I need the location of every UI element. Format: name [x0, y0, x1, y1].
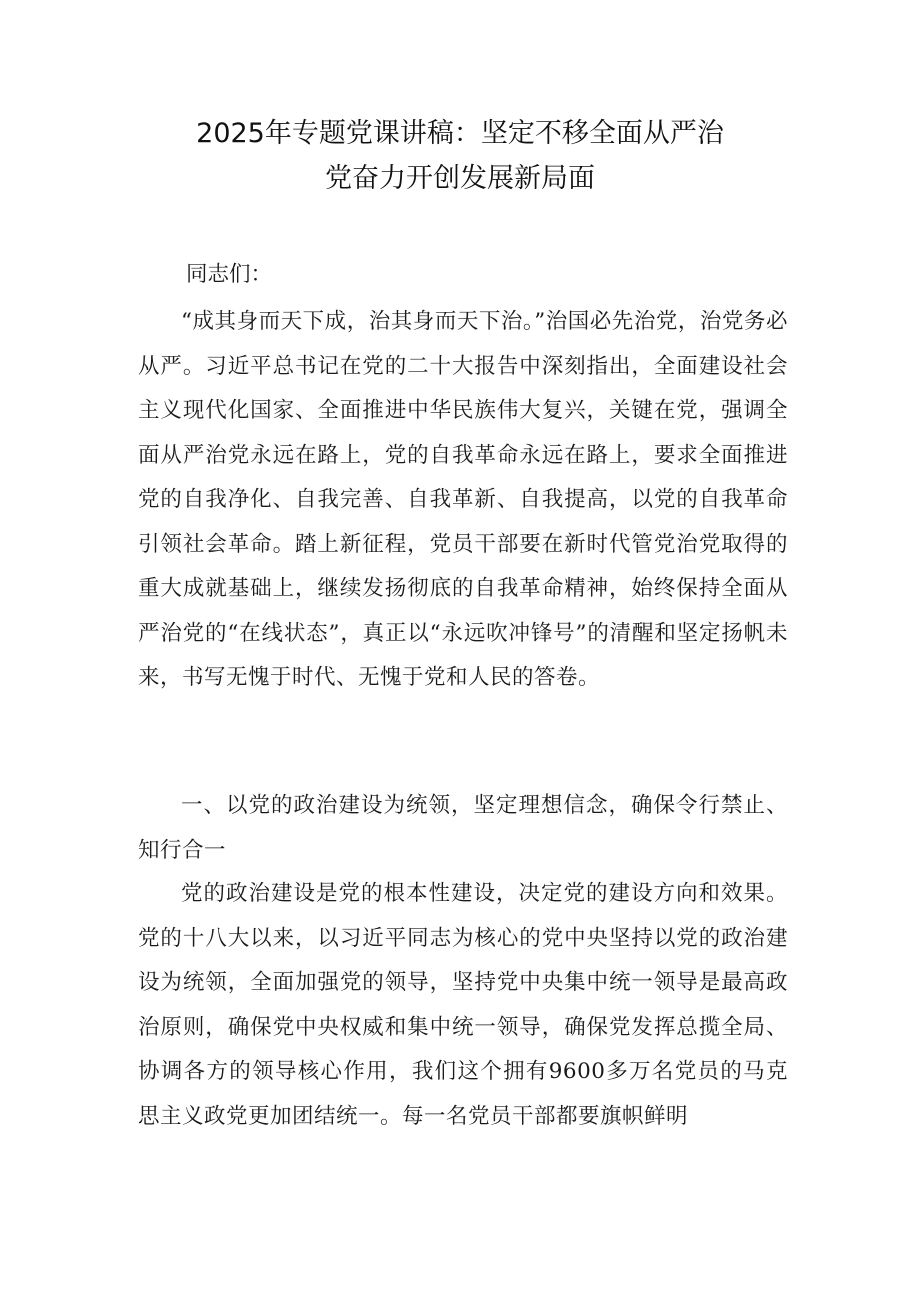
paragraph-intro: “成其身而天下成，治其身而天下治。”治国必先治党，治党务必从严。习近平总书记在党的二十大报告中深刻指出，全面建设社会主义现代化国家、全面推进中华民族伟大复兴，关键在党，强调全面从严治党永远在路上，党的自我革命永远在路上，要求全面推进党的自我净化、自我完善、自我革新、自我提高，以党的自我革命引领社会革命。踏上新征程，党员干部要在新时代管党治党取得的重大成就基础上，继续发扬彻底的自我革命精神，始终保持全面从严治党的“在线状态”，真正以“永远吹冲锋号”的清醒和坚定扬帆未来，书写无愧于时代、无愧于党和人民的答卷。 [138, 309, 788, 690]
document-title-line-1: 2025年专题党课讲稿：坚定不移全面从严治 [196, 118, 724, 149]
section-heading-1: 一、以党的政治建设为统领，坚定理想信念，确保令行禁止、知行合一 [138, 793, 788, 863]
document-title-line-2: 党奋力开创发展新局面 [325, 163, 595, 194]
paragraph-section-1: 党的政治建设是党的根本性建设，决定党的建设方向和效果。党的十八大以来，以习近平同志为核心的党中央坚持以党的政治建设为统领，全面加强党的领导，坚持党中央集中统一领导是最高政治原则，确保党中央权威和集中统一领导，确保党发挥总揽全局、协调各方的领导核心作用，我们这个拥有9600多万名党员的马克思主义政党更加团结统一。每一名党员干部都要旗帜鲜明 [138, 881, 788, 1129]
salutation: 同志们： [186, 262, 273, 287]
